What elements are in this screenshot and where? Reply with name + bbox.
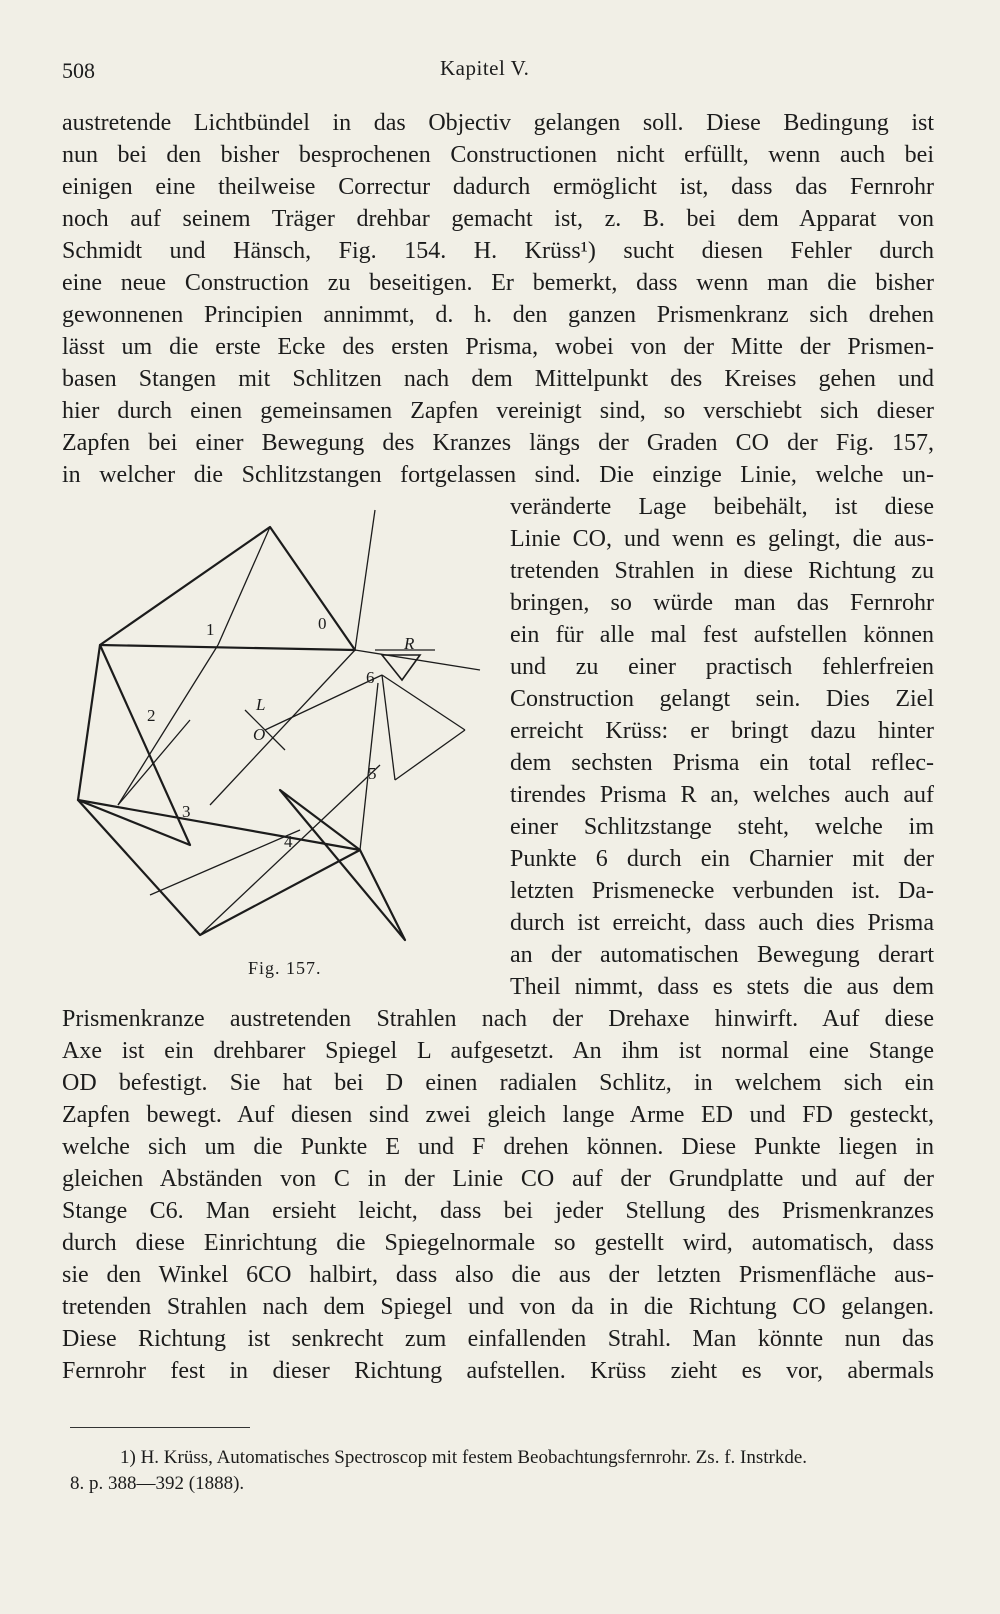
body-line: OD befestigt. Sie hat bei D einen radialen Schlitz, in welchem sich ein (62, 1070, 934, 1096)
wrap-line: bringen, so würde man das Fernrohr (510, 590, 934, 616)
prism-diagram (70, 505, 495, 975)
outer-star (78, 527, 405, 940)
wrap-line: an der automatischen Bewegung derart (510, 942, 934, 968)
body-line: nun bei den bisher besprochenen Constructionen nicht erfüllt, wenn auch bei (62, 142, 934, 168)
body-line: durch diese Einrichtung die Spiegelnormale so gestellt wird, automatisch, dass (62, 1230, 934, 1256)
wrap-line: und zu einer practisch fehlerfreien (510, 654, 934, 680)
running-title: Kapitel V. (440, 56, 530, 80)
body-line: Schmidt und Hänsch, Fig. 154. H. Krüss¹) sucht diesen Fehler durch (62, 238, 934, 264)
wrap-line: Theil nimmt, dass es stets die aus dem (510, 974, 934, 1000)
body-line: gewonnenen Principien annimmt, d. h. den ganzen Prismenkranz sich drehen (62, 302, 934, 328)
figure-157 (70, 505, 495, 975)
label-0: 0 (318, 614, 327, 633)
figure-caption: Fig. 157. (248, 958, 322, 978)
wrap-line: veränderte Lage beibehält, ist diese (510, 494, 934, 520)
body-line: Diese Richtung ist senkrecht zum einfallenden Strahl. Man könnte nun das (62, 1326, 934, 1352)
label-5: 5 (368, 764, 377, 783)
footnote-line: 1) H. Krüss, Automatisches Spectroscop mit festem Beobachtungsfernrohr. Zs. f. Instrkde. (120, 1447, 808, 1468)
body-line: in welcher die Schlitzstangen fortgelassen sind. Die einzige Linie, welche un- (62, 462, 934, 488)
label-4: 4 (284, 832, 293, 851)
body-line: lässt um die erste Ecke des ersten Prisma, wobei von der Mitte der Prismen- (62, 334, 934, 360)
wrap-line: Linie CO, und wenn es gelingt, die aus- (510, 526, 934, 552)
label-L: L (256, 695, 266, 714)
construction-lines (118, 510, 480, 935)
wrap-line: tretenden Strahlen in diese Richtung zu (510, 558, 934, 584)
body-line: welche sich um die Punkte E und F drehen können. Diese Punkte liegen in (62, 1134, 934, 1160)
body-line: sie den Winkel 6CO halbirt, dass also die aus der letzten Prismenfläche aus- (62, 1262, 934, 1288)
wrap-line: einer Schlitzstange steht, welche im (510, 814, 934, 840)
body-line: Fernrohr fest in dieser Richtung aufstellen. Krüss zieht es vor, abermals (62, 1358, 934, 1384)
wrap-line: durch ist erreicht, dass auch dies Prisma (510, 910, 934, 936)
label-R: R (404, 634, 415, 653)
label-O: O (253, 725, 266, 744)
label-3: 3 (182, 802, 191, 821)
body-line: hier durch einen gemeinsamen Zapfen vereinigt sind, so verschiebt sich dieser (62, 398, 934, 424)
page-number: 508 (62, 58, 95, 83)
body-line: Stange C6. Man ersieht leicht, dass bei jeder Stellung des Prismenkranzes (62, 1198, 934, 1224)
wrap-line: letzten Prismenecke verbunden ist. Da- (510, 878, 934, 904)
body-line: Axe ist ein drehbarer Spiegel L aufgesetzt. An ihm ist normal eine Stange (62, 1038, 934, 1064)
body-line: tretenden Strahlen nach dem Spiegel und von da in die Richtung CO gelangen. (62, 1294, 934, 1320)
body-line: Prismenkranze austretenden Strahlen nach der Drehaxe hinwirft. Auf diese (62, 1006, 934, 1032)
label-2: 2 (147, 706, 156, 725)
wrap-line: erreicht Krüss: er bringt dazu hinter (510, 718, 934, 744)
wrap-line: Punkte 6 durch ein Charnier mit der (510, 846, 934, 872)
body-line: noch auf seinem Träger drehbar gemacht ist, z. B. bei dem Apparat von (62, 206, 934, 232)
label-1: 1 (206, 620, 215, 639)
footnote-rule (70, 1427, 250, 1428)
body-line: austretende Lichtbündel in das Objectiv gelangen soll. Diese Bedingung ist (62, 110, 934, 136)
body-line: basen Stangen mit Schlitzen nach dem Mittelpunkt des Kreises gehen und (62, 366, 934, 392)
body-line: eine neue Construction zu beseitigen. Er bemerkt, dass wenn man die bisher (62, 270, 934, 296)
footnote-line: 8. p. 388—392 (1888). (70, 1473, 245, 1494)
wrap-line: ein für alle mal fest aufstellen können (510, 622, 934, 648)
body-line: Zapfen bewegt. Auf diesen sind zwei gleich lange Arme ED und FD gesteckt, (62, 1102, 934, 1128)
reflecting-prism-R (382, 655, 420, 680)
body-line: einigen eine theilweise Correctur dadurch ermöglicht ist, dass das Fernrohr (62, 174, 934, 200)
wrap-line: dem sechsten Prisma ein total reflec- (510, 750, 934, 776)
label-6: 6 (366, 668, 375, 687)
body-line: Zapfen bei einer Bewegung des Kranzes längs der Graden CO der Fig. 157, (62, 430, 934, 456)
wrap-line: Construction gelangt sein. Dies Ziel (510, 686, 934, 712)
wrap-line: tirendes Prisma R an, welches auch auf (510, 782, 934, 808)
body-line: gleichen Abständen von C in der Linie CO auf der Grundplatte und auf der (62, 1166, 934, 1192)
